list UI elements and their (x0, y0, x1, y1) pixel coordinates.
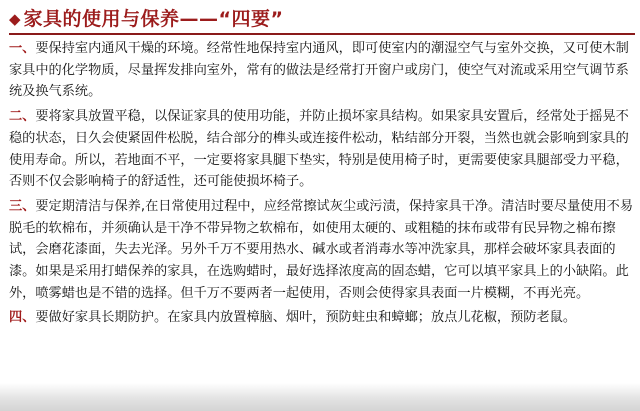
diamond-bullet-icon: ◆ (9, 10, 21, 28)
section-text: 要做好家具长期防护。在家具内放置樟脑、烟叶，预防蛀虫和蟑螂；放点儿花椒，预防老鼠。 (35, 310, 577, 326)
section-number: 二、 (9, 109, 36, 125)
section-number: 三、 (9, 198, 36, 214)
title-row (9, 6, 284, 32)
section-number: 一、 (9, 41, 36, 56)
section-2 (9, 106, 635, 193)
section-text: 要定期清洁与保养,在日常使用过程中，应经常擦试灰尘或污渍，保持家具干净。清洁时要尽量使用不易脱毛的软棉布，并须确认是干净不带异物之软棉布，如使用太硬的、或粗糙的抹布或带有民异物之棉布擦试，会磨花漆面，失去光泽。另外千万不要用热水、碱水或者消毒水等冲洗家具，那样会破坏家具表面的漆。如果是采用打蜡保养的家具，在选购蜡时，最好选择浓度高的固态蜡，它可以填平家具上的小缺陷。此外，喷雾蜡也是不错的选择。但千万不要两者一起使用，否则会使得家具表面一片模糊，不再光亮。 (9, 198, 634, 301)
page-title: 家具的使用与保养——“四要” (23, 8, 284, 30)
bottom-gradient-bar (0, 383, 640, 411)
section-text: 要将家具放置平稳，以保证家具的使用功能，并防止损坏家具结构。如果家具安置后，经常处于摇晃不稳的状态，日久会使紧固件松脱，结合部分的榫头或连接件松动，粘结部分开裂，当然也就会影响到家具的使用寿命。所以，若地面不平，一定要将家具腿下垫实，特别是使用椅子时，更需要使家具腿部受力平稳，否则不仅会影响椅子的舒适性，还可能使损坏椅子。 (9, 109, 629, 190)
section-4 (9, 307, 635, 329)
section-1 (9, 38, 635, 103)
section-number: 四、 (9, 310, 36, 326)
section-text: 要保持室内通风干燥的环境。经常性地保持室内通风，即可使室内的潮湿空气与室外交换，又可使木制家具中的化学物质，尽量挥发排向室外，常有的做法是经常打开窗户或房门，使空气对流或采用空气调节系统及换气系统。 (9, 41, 629, 100)
section-3 (9, 196, 635, 305)
article-body (9, 38, 635, 332)
title-divider (9, 33, 635, 35)
